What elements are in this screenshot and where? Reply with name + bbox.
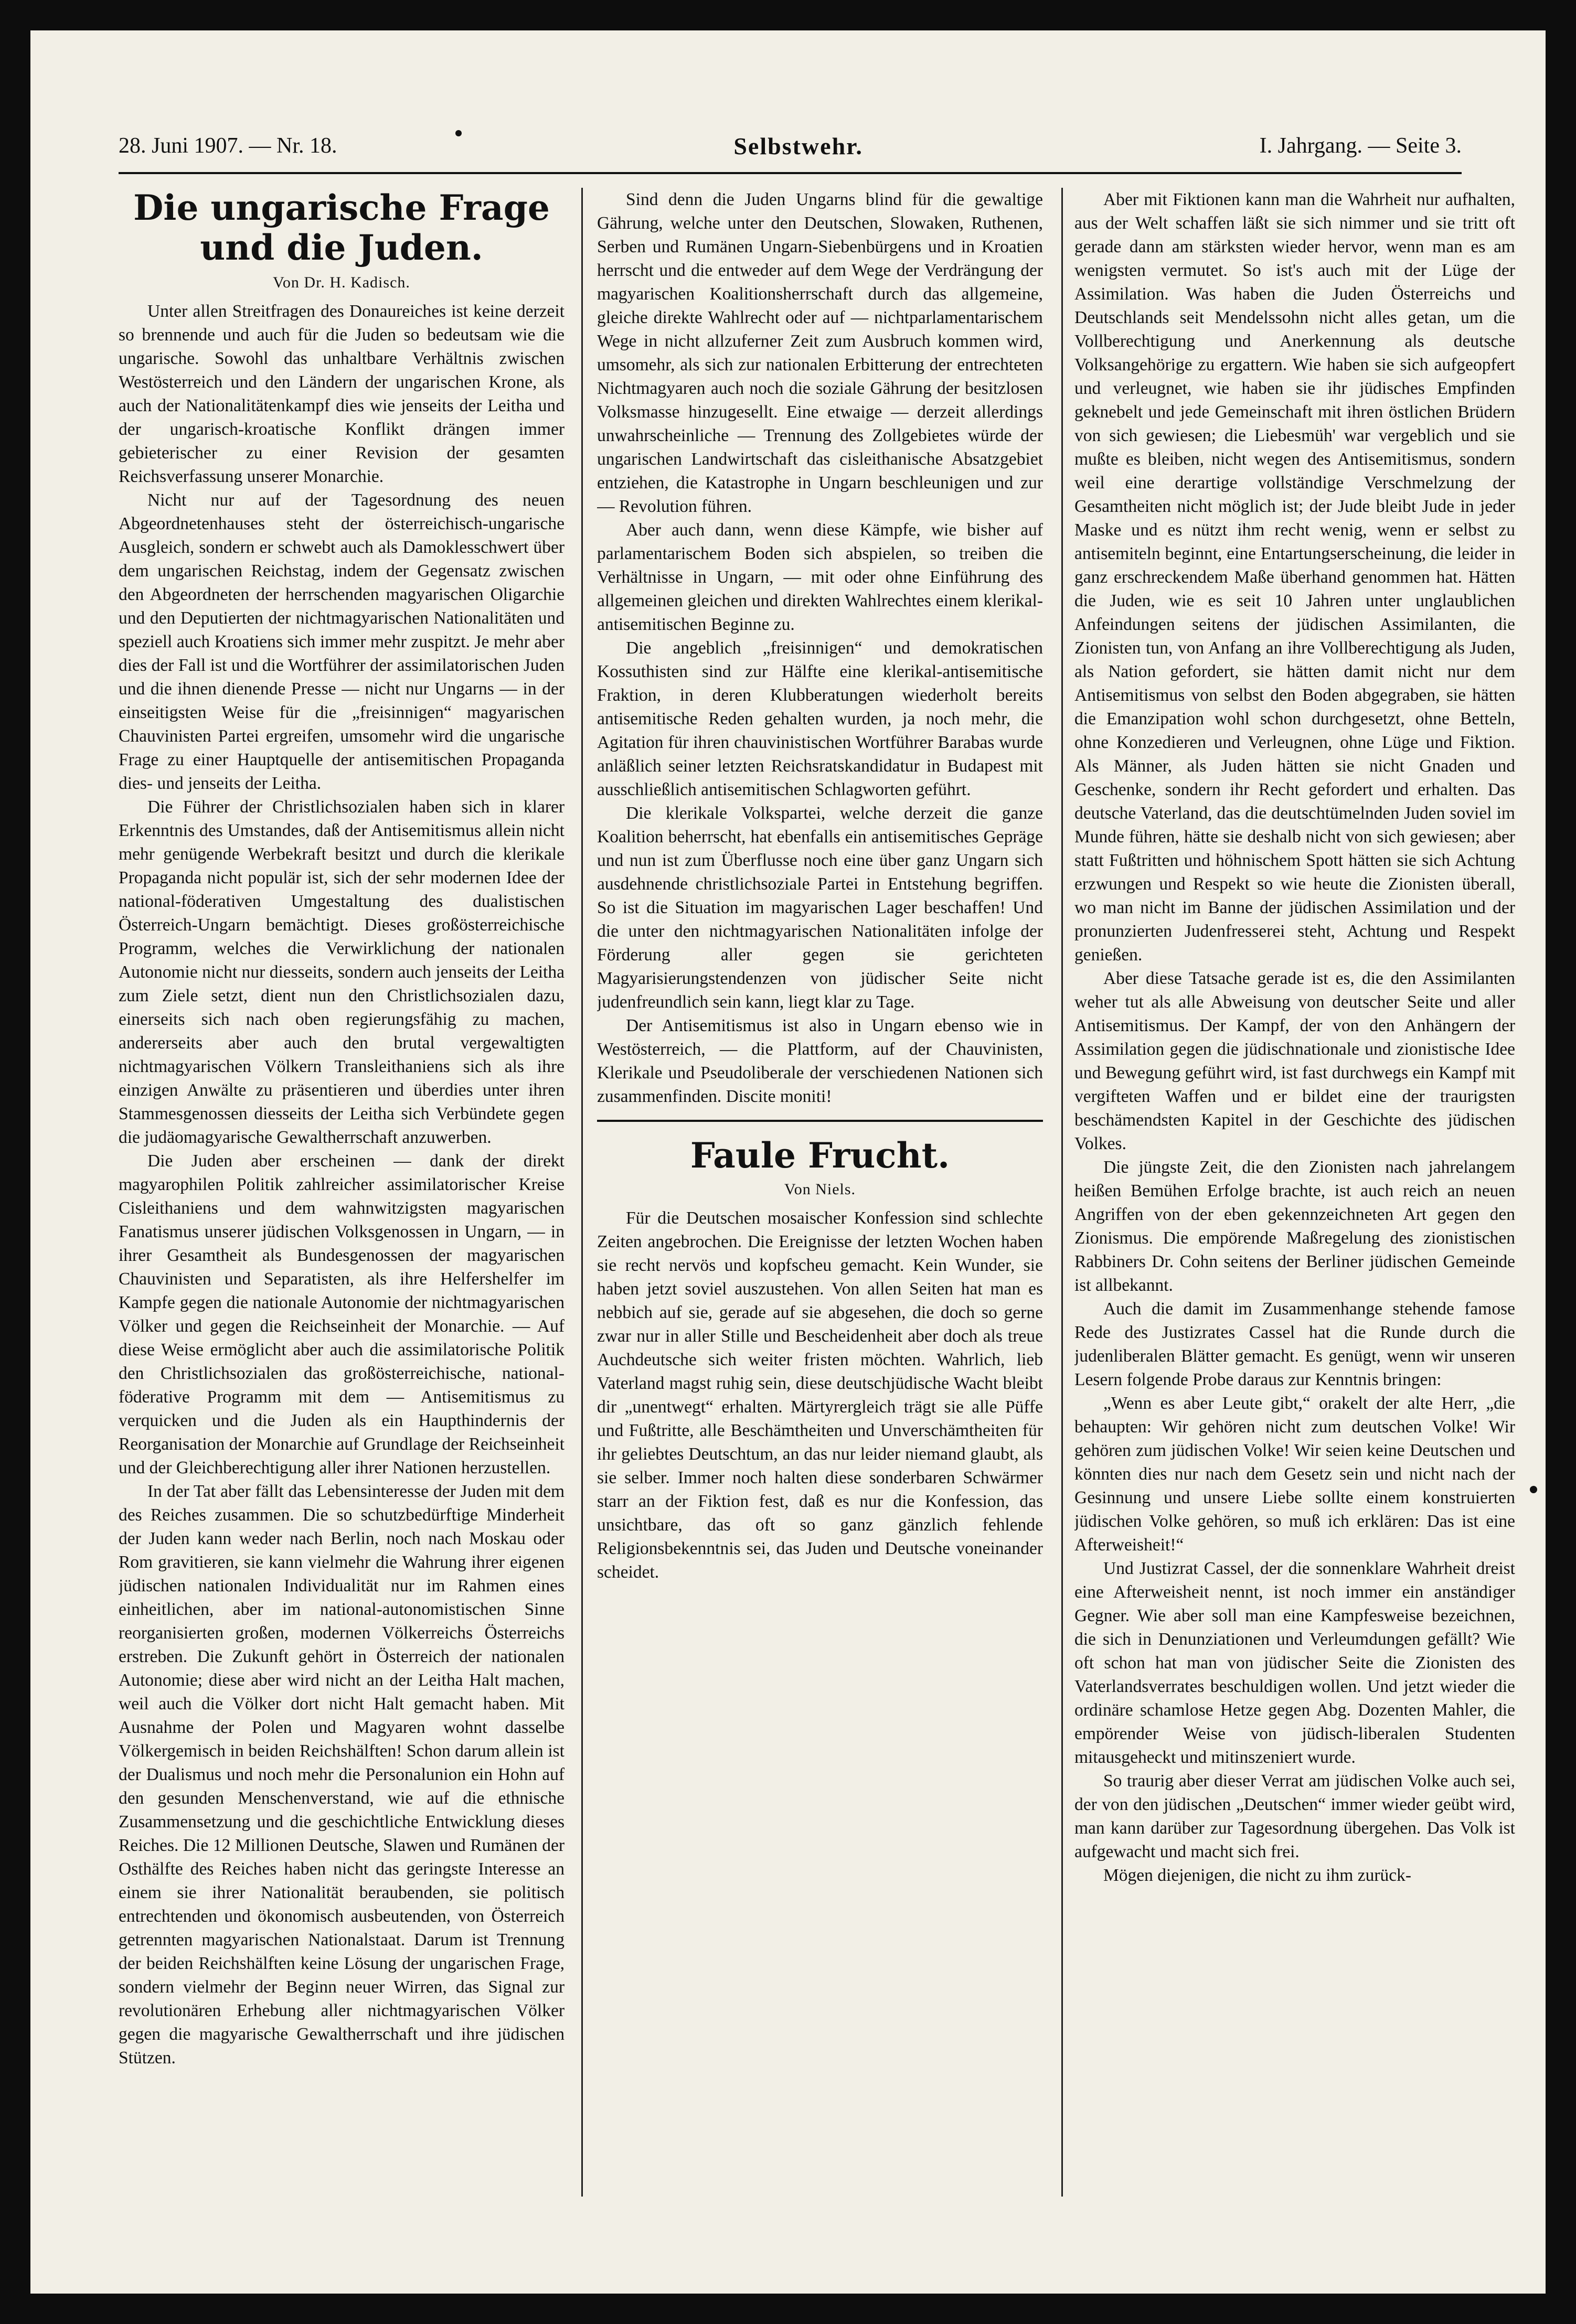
page-info: I. Jahrgang. — Seite 3.: [1259, 134, 1462, 158]
paragraph: Die jüngste Zeit, die den Zionisten nach jahrelangem heißen Bemühen Erfolge brachte, ist auch reich an neuen Angriffen von der eben gekennzeichneten Art gegen den Zionismus. Die empörende Maßregelung des zionistischen Rabbiners Dr. Cohn seitens der Berliner jüdischen Gemeinde ist allbekannt.: [1074, 1158, 1515, 1295]
paragraph: Aber auch dann, wenn diese Kämpfe, wie bisher auf parlamentarischem Boden sich abspielen, so treiben die Verhältnisse in Ungarn, — mit oder ohne Einführung des allgemeinen gleichen und direkten Wahlrechtes einem klerikal-antisemitischen Beginne zu.: [597, 520, 1043, 634]
article-headline: Faule Frucht.: [690, 1135, 950, 1176]
paragraph: Nicht nur auf der Tagesordnung des neuen Abgeordnetenhauses steht der österreichisch-ungarische Ausgleich, sondern er schwebt auch als Damoklesschwert über dem ungarischen Reichstag, indem der Gegensatz zwischen den Abgeordneten der herrschenden magyarischen Oligarchie und den Deputierten der nichtmagyarischen Nationalitäten und speziell auch Kroatiens sich immer mehr zuspitzt. Je mehr aber dies der Fall ist und die Wortführer der assimilatorischen Juden und die ihnen dienende Presse — nicht nur Ungarns — in der einseitigsten Weise für die „freisinnigen“ magyarischen Chauvinisten Partei ergreifen, umsomehr wird die ungarische Frage zu einer Hauptquelle der antisemitischen Propaganda dies- und jenseits der Leitha.: [119, 490, 565, 793]
paragraph: „Wenn es aber Leute gibt,“ orakelt der alte Herr, „die behaupten: Wir gehören nicht zum deutschen Volke! Wir gehören zum jüdischen Volke! Wir seien keine Deutschen und könnten dies nur nach dem Gesetz sein und nicht nach der Gesinnung und unsere Liebe sollte einem konstruierten jüdischen Volke gehören, so muß ich erklären: Das ist eine Afterweisheit!“: [1074, 1394, 1515, 1555]
paragraph: Auch die damit im Zusammenhange stehende famose Rede des Justizrates Cassel hat die Runde durch die judenliberalen Blätter gemacht. Es genügt, wenn wir unseren Lesern folgende Probe daraus zur Kenntnis bringen:: [1074, 1299, 1515, 1389]
paragraph: So traurig aber dieser Verrat am jüdischen Volke auch sei, der von den jüdischen „Deutschen“ immer wieder geübt wird, man kann darüber zur Tagesordnung übergehen. Das Volk ist aufgewacht und macht sich frei.: [1074, 1771, 1515, 1861]
article-byline: Von Niels.: [784, 1181, 856, 1198]
running-head: [119, 120, 1462, 174]
column-2: [597, 188, 1043, 2204]
column-rule: [581, 188, 583, 2197]
column-1: [119, 188, 565, 2204]
paragraph: Aber diese Tatsache gerade ist es, die den Assimilanten weher tut als alle Abweisung von deutscher Seite und aller Antisemitismus. Der Kampf, der von den Anhängern der Assimilation gegen die jüdischnationale und zionistische Idee und Bewegung geführt wird, ist fast durchwegs ein Kampf mit vergifteten Waffen und er bildet eine der traurigsten beschämendsten Kapitel in der Geschichte des jüdischen Volkes.: [1074, 969, 1515, 1153]
paragraph: Die angeblich „freisinnigen“ und demokratischen Kossuthisten sind zur Hälfte eine klerikal-antisemitische Fraktion, in deren Klubberatungen wiederholt bereits antisemitische Reden gehalten wurden, ja noch mehr, die Agitation für ihren chauvinistischen Wortführer Barabas wurde anläßlich seiner letzten Reichsratskandidatur in Budapest mit ausschließlich antisemitischen Schlagworten geführt.: [597, 638, 1043, 799]
newspaper-title: Selbstwehr.: [733, 132, 863, 159]
newspaper-page: [30, 30, 1546, 2294]
article-headline: Die ungarische Frage und die Juden.: [133, 188, 550, 268]
article-separator: [597, 1120, 1043, 1122]
paragraph: Die klerikale Volkspartei, welche derzeit die ganze Koalition beherrscht, hat ebenfalls ein antisemitisches Gepräge und nun ist zum Überflusse noch eine über ganz Ungarn sich ausdehnende christlichsoziale Partei in Entstehung begriffen. So ist die Situation im magyarischen Lager beschaffen! Und die unter den nichtmagyarischen Nationalitäten infolge der Förderung aller gegen sie gerichteten Magyarisierungstendenzen von jüdischer Seite nicht judenfreundlich sein kann, liegt klar zu Tage.: [597, 804, 1043, 1012]
ink-dot: [1530, 1486, 1537, 1493]
paragraph: Und Justizrat Cassel, der die sonnenklare Wahrheit dreist eine Afterweisheit nennt, ist noch immer ein anständiger Gegner. Wie aber soll man eine Kampfesweise bezeichnen, die sich in Denunziationen und Verleumdungen gefällt? Wie oft schon hat man von jüdischer Seite die Zionisten des Vaterlandsverrates beschuldigen wollen. Und jetzt wieder die ordinäre schamlose Hetze gegen Abg. Dozenten Mahler, die empörender Weise von jüdisch-liberalen Studenten mitausgeheckt und mitinszeniert wurde.: [1074, 1559, 1515, 1767]
paragraph: Für die Deutschen mosaischer Konfession sind schlechte Zeiten angebrochen. Die Ereignisse der letzten Wochen haben sie recht nervös und kopfscheu gemacht. Kein Wunder, sie haben jetzt soviel auszustehen. Von allen Seiten hat man es nebbich auf sie, gerade auf sie abgesehen, die doch so gerne zwar nur in aller Stille und Bescheidenheit aber doch als treue Auchdeutsche sich weiter fristen möchten. Wahrlich, lieb Vaterland magst ruhig sein, diese deutschjüdische Wacht bleibt dir „unentwegt“ erhalten. Märtyrergleich trägt sie alle Püffe und Fußtritte, alle Beschämtheiten und Unverschämtheiten für ihr geliebtes Deutschtum, an das nur leider niemand glaubt, als sie selber. Immer noch halten diese sonderbaren Schwärmer starr an der Fiktion fest, daß es nur die Konfession, das unsichtbare, das oft so ganz gänzlich fehlende Religionsbekenntnis sei, das Juden und Deutsche voneinander scheidet.: [597, 1208, 1043, 1582]
paragraph: Die Juden aber erscheinen — dank der direkt magyarophilen Politik zahlreicher assimilatorischer Kreise Cisleithaniens und dem wahnwitzigsten magyarischen Fanatismus unserer jüdischen Volksgenossen in Ungarn, — in ihrer Gesamtheit als Bundesgenossen der magyarischen Chauvinisten und Separatisten, als ihre Helfershelfer im Kampfe gegen die nationale Autonomie der nichtmagyarischen Völker und gegen die Reichseinheit der Monarchie. — Auf diese Weise ermöglicht aber auch die assimilatorische Politik den Christlichsozialen das großösterreichische, national-föderative Programm mit dem — Antisemitismus zu verquicken und die Juden als ein Haupthindernis der Reorganisation der Monarchie auf Grundlage der Reichseinheit und der Gleichberechtigung aller ihrer Nationen herzustellen.: [119, 1151, 565, 1477]
article-byline: Von Dr. H. Kadisch.: [273, 274, 410, 291]
paragraph: Sind denn die Juden Ungarns blind für die gewaltige Gährung, welche unter den Deutschen, Slowaken, Ruthenen, Serben und Rumänen Ungarn-Siebenbürgens und in Kroatien herrscht und die entweder auf dem Wege der Verdrängung der magyarischen Koalitionsherrschaft durch das allgemeine, gleiche direkte Wahlrecht oder auf — nichtparlamentarischem Wege in nicht allzuferner Zeit zum Ausbruch kommen wird, umsomehr, als sich zur nationalen Erbitterung der entrechteten Nichtmagyaren auch noch die soziale Gährung der besitzlosen Volksmasse hinzugesellt. Eine etwaige — derzeit allerdings unwahrscheinliche — Trennung des Zollgebietes würde der ungarischen Landwirtschaft das cisleithanische Absatzgebiet entziehen, die Katastrophe in Ungarn beschleunigen und zur — Revolution führen.: [597, 190, 1043, 516]
paragraph: Mögen diejenigen, die nicht zu ihm zurück-: [1103, 1866, 1412, 1885]
paragraph: Unter allen Streitfragen des Donaureiches ist keine derzeit so brennende und auch für die Juden so bedeutsam wie die ungarische. Sowohl das unhaltbare Verhältnis zwischen Westösterreich und den Ländern der ungarischen Krone, als auch der Nationalitätenkampf dies wie jenseits der Leitha und der ungarisch-kroatische Konflikt drängen immer gebieterischer zu einer Revision der gesamten Reichsverfassung unserer Monarchie.: [119, 302, 565, 486]
column-3: [1074, 188, 1515, 2204]
paragraph: In der Tat aber fällt das Lebensinteresse der Juden mit dem des Reiches zusammen. Die so schutzbedürftige Minderheit der Juden kann weder nach Berlin, noch nach Moskau oder Rom gravitieren, sie kann vielmehr die Wahrung ihrer eigenen jüdischen nationalen Individualität nur im Rahmen eines einheitlichen, aber im national-autonomistischen Sinne reorganisierten großen, modernen Völkerreichs Österreichs erstreben. Die Zukunft gehört in Österreich der nationalen Autonomie; diese aber wird nicht an der Leitha Halt machen, weil auch die Völker dort nicht Halt gemacht haben. Mit Ausnahme der Polen und Magyaren wohnt dasselbe Völkergemisch in beiden Reichshälften! Schon darum allein ist der Dualismus und noch mehr die Personalunion ein Hohn auf den gesunden Menschenverstand, wie auf die ethnische Zusammensetzung und die geschichtliche Entwicklung dieses Reiches. Die 12 Millionen Deutsche, Slawen und Rumänen der Osthälfte des Reiches haben nicht das geringste Interesse an einem sie ihrer Nationalität beraubenden, sie politisch entrechtenden und ökonomisch ausbeutenden, von Österreich getrennten magyarischen Nationalstaat. Darum ist Trennung der beiden Reichshälften keine Lösung der ungarischen Frage, sondern vielmehr der Beginn neuer Wirren, das Signal zur revolutionären Erhebung aller nichtmagyarischen Völker gegen die magyarische Gewaltherrschaft und ihre jüdischen Stützen.: [119, 1482, 565, 2068]
issue-date: 28. Juni 1907. — Nr. 18.: [119, 134, 337, 158]
paragraph: Die Führer der Christlichsozialen haben sich in klarer Erkenntnis des Umstandes, daß der Antisemitismus allein nicht mehr genügende Werbekraft besitzt und durch die klerikale Propaganda nicht populär ist, sich der sehr modernen Idee der national-föderativen Umgestaltung des dualistischen Österreich-Ungarn bemächtigt. Dieses großösterreichische Programm, welches die Verwirklichung der nationalen Autonomie nicht nur diesseits, sondern auch jenseits der Leitha zum Ziele setzt, dient nun den Christlichsozialen dazu, einerseits sich nach oben regierungsfähig zu machen, andererseits aber auch den brutal vergewaltigten nichtmagyarischen Völkern Transleithaniens sich als ihre einzigen Anwälte zu präsentieren und überdies unter ihren Stammesgenossen diesseits der Leitha sich Verbündete gegen die judäomagyarische Gewaltherrschaft anzuwerben.: [119, 797, 565, 1147]
paragraph: Der Antisemitismus ist also in Ungarn ebenso wie in Westösterreich, — die Plattform, auf der Chauvinisten, Klerikale und Pseudoliberale der verschiedenen Nationen sich zusammenfinden. Discite moniti!: [597, 1016, 1043, 1106]
paragraph: Aber mit Fiktionen kann man die Wahrheit nur aufhalten, aus der Welt schaffen läßt sie sich nimmer und sie tritt oft gerade dann am stärksten wieder hervor, wenn man es am wenigsten vermutet. So ist's auch mit der Lüge der Assimilation. Was haben die Juden Österreichs und Deutschlands seit Mendelssohn nicht alles getan, um die Vollberechtigung und Anerkennung als deutsche Volksangehörige zu ergattern. Wie haben sie sich aufgeopfert und verleugnet, wie haben sie ihr jüdisches Empfinden geknebelt und jede Gemeinschaft mit ihren östlichen Brüdern von sich gewiesen; die Liebesmüh' war vergeblich und sie mußte es bleiben, nicht wegen des Antisemitismus, sondern weil eine derartige vollständige Verschmelzung der Gesamtheiten nicht möglich ist; der Jude bleibt Jude in jeder Maske und es nützt ihm recht wenig, wenn er selbst zu antisemiteln beginnt, eine Entartungserscheinung, die leider in ganz erschreckendem Maße überhand genommen hat. Hätten die Juden, wie es seit 10 Jahren unter unglaublichen Anfeindungen seitens der jüdischen Assimilanten, die Zionisten tun, von Anfang an ihre Vollberechtigung als Juden, als Nation gefordert, sie hätten damit nicht nur dem Antisemitismus von selbst den Boden abgegraben, sie hätten die Emanzipation wohl schon durchgesetzt, ohne Betteln, ohne Konzedieren und Verleugnen, ohne Lüge und Fiktion. Als Männer, als Juden hätten sie nicht Gnaden und Geschenke, sondern ihr Recht gefordert und erhalten. Das deutsche Vaterland, das die deutschtümelnden Juden soviel im Munde führen, hätte sie deshalb nicht von sich gewiesen; aber statt Fußtritten und höhnischem Spott hätten sie sich Achtung erzwungen und Respekt so wie heute die Zionisten überall, wo man nicht im Banne der jüdischen Assimilation und der pronunzierten Judenfresserei steht, Achtung und Respekt genießen.: [1074, 190, 1515, 965]
column-rule: [1061, 188, 1063, 2197]
ink-dot: [455, 130, 462, 136]
